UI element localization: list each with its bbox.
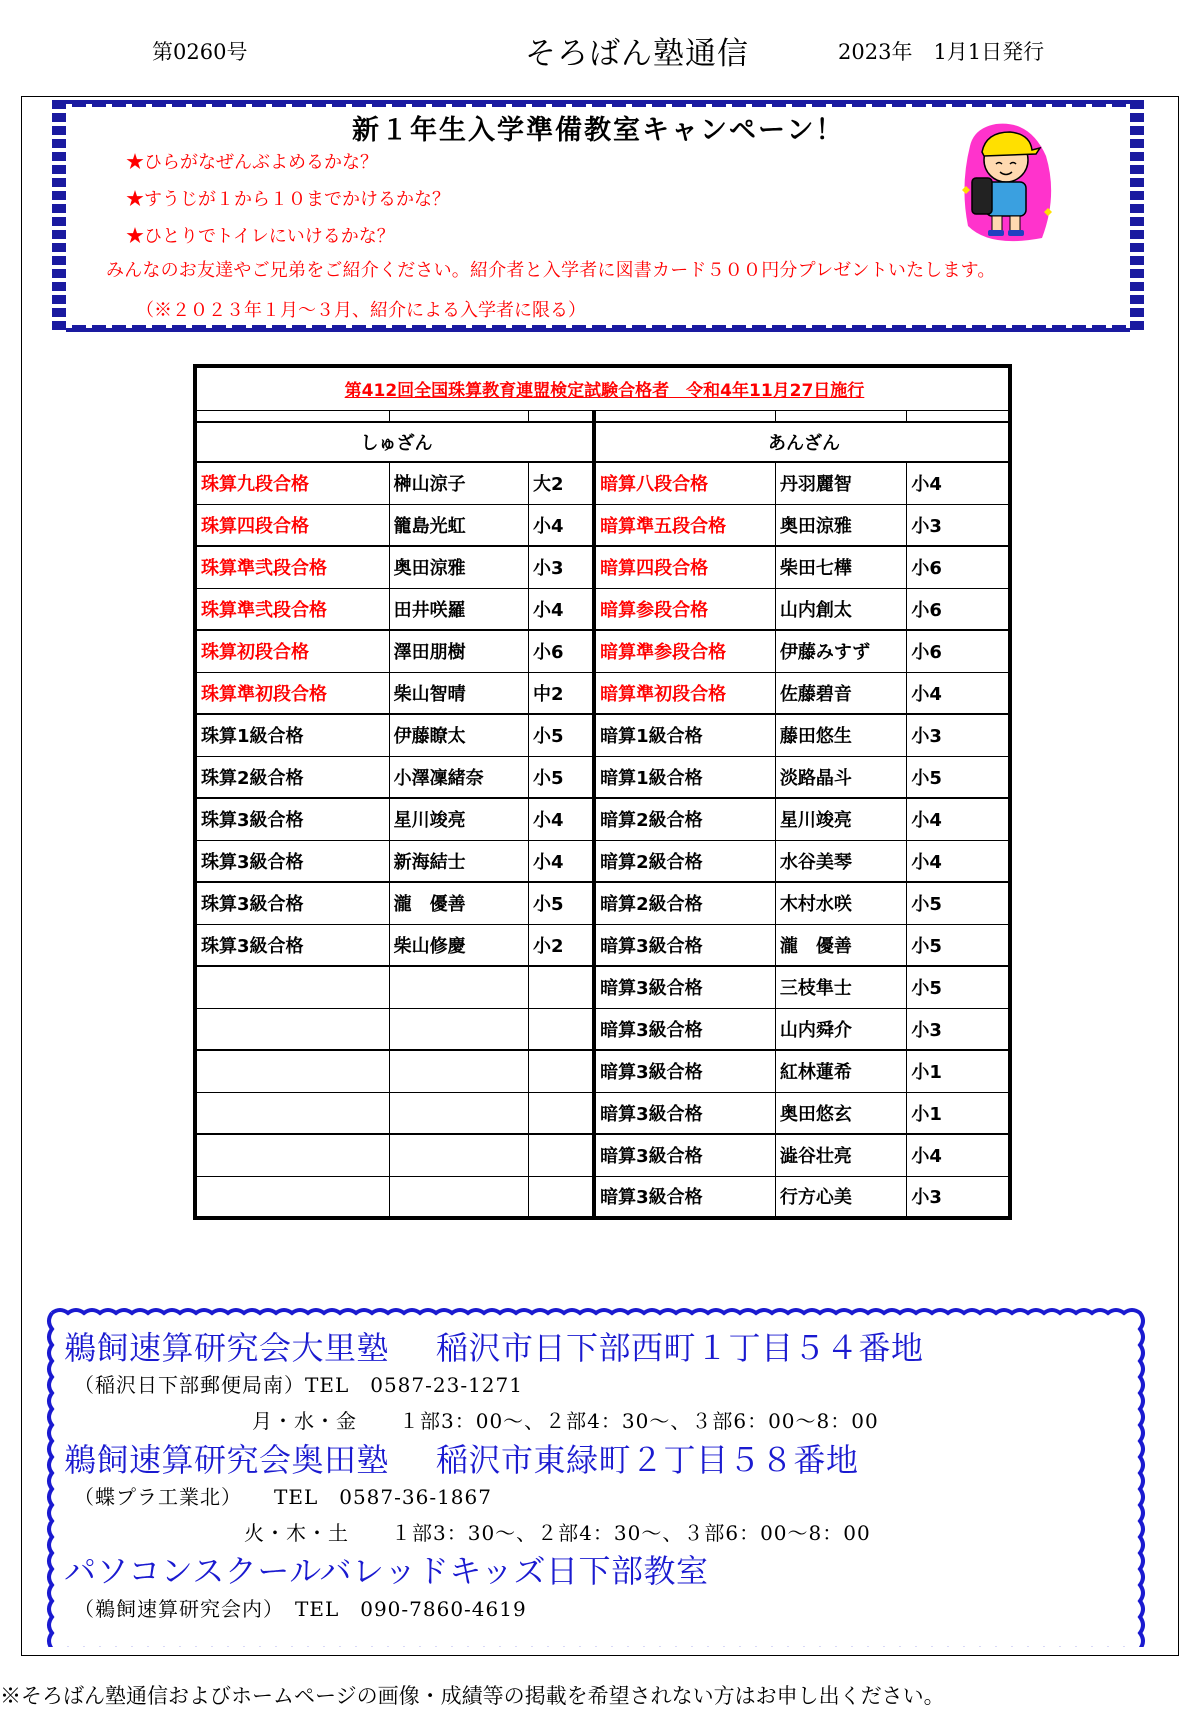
campaign-line-2: ★すうじが１から１０までかけるかな？: [126, 189, 450, 210]
anzan-rank: 暗算3級合格: [594, 1050, 775, 1092]
school1-name: 鵜飼速算研究会大里塾: [64, 1329, 390, 1367]
table-row: [195, 924, 1010, 966]
school3-name: パソコンスクールバレッドキッズ日下部教室: [64, 1552, 709, 1590]
campaign-line-3: ★ひとりでトイレにいけるかな？: [126, 226, 395, 247]
anzan-grade: 小4: [907, 462, 1010, 504]
shuzan-rank: 珠算準弐段合格: [195, 588, 389, 630]
table-row: [195, 1176, 1010, 1218]
shuzan-grade: 小2: [529, 924, 595, 966]
shuzan-name: [389, 1134, 528, 1176]
school3-note: （鵜飼速算研究会内） TEL 090-7860-4619: [74, 1597, 527, 1621]
school1-hours: 月・水・金 １部3：00～、２部4：30～、３部6：00～8：00: [252, 1409, 879, 1433]
shuzan-grade: 大2: [529, 462, 595, 504]
shuzan-name: 新海結士: [389, 840, 528, 882]
shuzan-rank: 珠算九段合格: [195, 462, 389, 504]
spacer-row: [195, 410, 1010, 422]
anzan-rank: 暗算1級合格: [594, 756, 775, 798]
anzan-name: 瀧 優善: [775, 924, 906, 966]
anzan-name: 淡路晶斗: [775, 756, 906, 798]
table-row: [195, 1134, 1010, 1176]
anzan-grade: 小3: [907, 1176, 1010, 1218]
shuzan-grade: 小4: [529, 588, 595, 630]
campaign-border-top-dashed: [52, 104, 1144, 107]
campaign-title: 新１年生入学準備教室キャンペーン！: [352, 115, 845, 146]
anzan-name: 丹羽麗智: [775, 462, 906, 504]
shuzan-rank: 珠算3級合格: [195, 882, 389, 924]
anzan-name: 行方心美: [775, 1176, 906, 1218]
campaign-line-4: みんなのお友達やご兄弟をご紹介ください。紹介者と入学者に図書カード５００円分プレゼントいたします。: [106, 260, 996, 281]
table-row: [195, 630, 1010, 672]
anzan-name: 澁谷壮亮: [775, 1134, 906, 1176]
newsletter-header: [0, 26, 1196, 70]
anzan-rank: 暗算準五段合格: [594, 504, 775, 546]
shuzan-rank: 珠算3級合格: [195, 924, 389, 966]
shuzan-rank: [195, 1134, 389, 1176]
anzan-rank: 暗算1級合格: [594, 714, 775, 756]
newsletter-title: そろばん塾通信: [525, 36, 749, 72]
table-row: [195, 546, 1010, 588]
shuzan-rank: [195, 1050, 389, 1092]
campaign-border-right: [1130, 100, 1144, 332]
contact-box: [38, 1303, 1154, 1647]
shuzan-grade: 小5: [529, 714, 595, 756]
anzan-header: あんざん: [594, 422, 1010, 462]
shuzan-rank: 珠算2級合格: [195, 756, 389, 798]
shuzan-name: [389, 966, 528, 1008]
anzan-name: 山内舜介: [775, 1008, 906, 1050]
anzan-grade: 小6: [907, 588, 1010, 630]
anzan-grade: 小4: [907, 840, 1010, 882]
anzan-grade: 小4: [907, 1134, 1010, 1176]
anzan-rank: 暗算準初段合格: [594, 672, 775, 714]
anzan-name: 伊藤みすず: [775, 630, 906, 672]
anzan-rank: 暗算3級合格: [594, 1092, 775, 1134]
table-row: [195, 798, 1010, 840]
anzan-grade: 小3: [907, 1008, 1010, 1050]
shuzan-grade: 小5: [529, 882, 595, 924]
shuzan-grade: [529, 1176, 595, 1218]
anzan-name: 紅林蓮希: [775, 1050, 906, 1092]
shuzan-name: 柴山智晴: [389, 672, 528, 714]
anzan-name: 山内創太: [775, 588, 906, 630]
anzan-rank: 暗算3級合格: [594, 924, 775, 966]
shuzan-rank: 珠算1級合格: [195, 714, 389, 756]
anzan-rank: 暗算2級合格: [594, 798, 775, 840]
shuzan-grade: 小3: [529, 546, 595, 588]
campaign-line-5: （※２０２３年１月～３月、紹介による入学者に限る）: [136, 300, 586, 321]
shuzan-rank: 珠算準初段合格: [195, 672, 389, 714]
anzan-grade: 小6: [907, 630, 1010, 672]
shuzan-rank: [195, 966, 389, 1008]
shuzan-grade: 小4: [529, 840, 595, 882]
shuzan-rank: [195, 1092, 389, 1134]
shuzan-name: 澤田朋樹: [389, 630, 528, 672]
issue-date: 2023年 1月1日発行: [838, 40, 1045, 64]
anzan-name: 柴田七樺: [775, 546, 906, 588]
anzan-grade: 小6: [907, 546, 1010, 588]
shuzan-grade: 中2: [529, 672, 595, 714]
shuzan-name: 籠島光虹: [389, 504, 528, 546]
shuzan-name: [389, 1008, 528, 1050]
table-row: [195, 756, 1010, 798]
anzan-rank: 暗算2級合格: [594, 882, 775, 924]
school1-note: （稲沢日下部郵便局南）TEL 0587-23-1271: [74, 1373, 523, 1397]
shuzan-name: 柴山修慶: [389, 924, 528, 966]
shuzan-grade: [529, 1134, 595, 1176]
anzan-name: 佐藤碧音: [775, 672, 906, 714]
anzan-rank: 暗算八段合格: [594, 462, 775, 504]
issue-number: 第0260号: [152, 40, 248, 64]
shuzan-rank: 珠算3級合格: [195, 840, 389, 882]
anzan-grade: 小1: [907, 1050, 1010, 1092]
shuzan-name: 星川竣亮: [389, 798, 528, 840]
school2-name: 鵜飼速算研究会奥田塾: [64, 1441, 390, 1479]
anzan-name: 木村水咲: [775, 882, 906, 924]
shuzan-grade: 小4: [529, 798, 595, 840]
anzan-grade: 小5: [907, 924, 1010, 966]
campaign-border-bottom: [52, 328, 1144, 332]
anzan-grade: 小1: [907, 1092, 1010, 1134]
table-row: [195, 714, 1010, 756]
anzan-rank: 暗算3級合格: [594, 1008, 775, 1050]
table-row: [195, 1092, 1010, 1134]
table-row: [195, 1008, 1010, 1050]
table-row: [195, 840, 1010, 882]
anzan-rank: 暗算3級合格: [594, 1176, 775, 1218]
shuzan-grade: [529, 966, 595, 1008]
school2-address: 稲沢市東緑町２丁目５８番地: [436, 1441, 859, 1479]
anzan-grade: 小5: [907, 756, 1010, 798]
shuzan-name: 榊山涼子: [389, 462, 528, 504]
anzan-rank: 暗算準参段合格: [594, 630, 775, 672]
school2-hours: 火・木・土 １部3：30～、２部4：30～、３部6：00～8：00: [244, 1521, 871, 1545]
shuzan-name: 奥田涼雅: [389, 546, 528, 588]
campaign-border-left: [52, 100, 66, 332]
anzan-rank: 暗算四段合格: [594, 546, 775, 588]
campaign-line-1: ★ひらがなぜんぶよめるかな？: [126, 152, 378, 173]
anzan-grade: 小4: [907, 672, 1010, 714]
table-row: [195, 462, 1010, 504]
shuzan-name: 小澤凜緒奈: [389, 756, 528, 798]
exam-title: 第412回全国珠算教育連盟検定試験合格者 令和4年11月27日施行: [195, 366, 1010, 410]
exam-title-row: [195, 366, 1010, 410]
shuzan-rank: 珠算四段合格: [195, 504, 389, 546]
shuzan-grade: 小4: [529, 504, 595, 546]
table-row: [195, 882, 1010, 924]
shuzan-grade: 小5: [529, 756, 595, 798]
anzan-name: 奥田涼雅: [775, 504, 906, 546]
anzan-rank: 暗算3級合格: [594, 966, 775, 1008]
anzan-name: 奥田悠玄: [775, 1092, 906, 1134]
table-row: [195, 504, 1010, 546]
column-headers: [195, 422, 1010, 462]
shuzan-grade: 小6: [529, 630, 595, 672]
anzan-grade: 小5: [907, 882, 1010, 924]
footnote: ※そろばん塾通信およびホームページの画像・成績等の掲載を希望されない方はお申し出ください。: [0, 1684, 945, 1708]
anzan-grade: 小3: [907, 714, 1010, 756]
shuzan-name: 伊藤瞭太: [389, 714, 528, 756]
shuzan-grade: [529, 1092, 595, 1134]
shuzan-name: [389, 1176, 528, 1218]
anzan-name: 星川竣亮: [775, 798, 906, 840]
shuzan-rank: [195, 1176, 389, 1218]
table-row: [195, 588, 1010, 630]
shuzan-header: しゅざん: [195, 422, 594, 462]
anzan-grade: 小5: [907, 966, 1010, 1008]
shuzan-grade: [529, 1008, 595, 1050]
child-illustration-icon: [950, 116, 1062, 248]
shuzan-rank: 珠算準弐段合格: [195, 546, 389, 588]
anzan-rank: 暗算2級合格: [594, 840, 775, 882]
shuzan-name: [389, 1050, 528, 1092]
campaign-border-bottom-dashed: [52, 325, 1144, 328]
anzan-name: 三枝隼士: [775, 966, 906, 1008]
shuzan-rank: [195, 1008, 389, 1050]
shuzan-name: 田井咲羅: [389, 588, 528, 630]
shuzan-name: 瀧 優善: [389, 882, 528, 924]
anzan-rank: 暗算3級合格: [594, 1134, 775, 1176]
shuzan-rank: 珠算3級合格: [195, 798, 389, 840]
result-rows: [195, 462, 1010, 1218]
school2-note: （蝶プラ工業北） TEL 0587-36-1867: [74, 1485, 492, 1509]
shuzan-grade: [529, 1050, 595, 1092]
anzan-name: 藤田悠生: [775, 714, 906, 756]
table-row: [195, 966, 1010, 1008]
shuzan-name: [389, 1092, 528, 1134]
anzan-name: 水谷美琴: [775, 840, 906, 882]
shuzan-rank: 珠算初段合格: [195, 630, 389, 672]
table-row: [195, 1050, 1010, 1092]
anzan-rank: 暗算参段合格: [594, 588, 775, 630]
anzan-grade: 小4: [907, 798, 1010, 840]
school1-address: 稲沢市日下部西町１丁目５４番地: [436, 1329, 924, 1367]
anzan-grade: 小3: [907, 504, 1010, 546]
exam-results-table: [193, 364, 1012, 1220]
table-row: [195, 672, 1010, 714]
